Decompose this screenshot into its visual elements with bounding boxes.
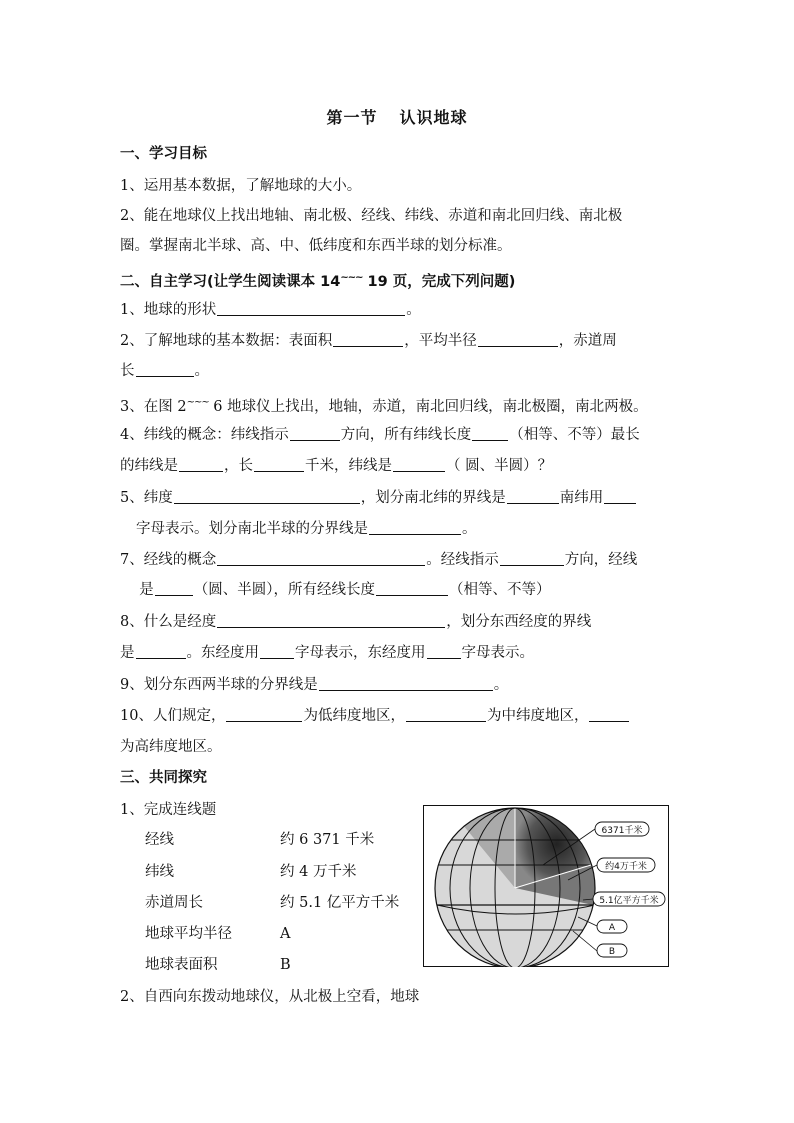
match-row: 地球平均半径 A (145, 926, 291, 942)
answer-blank[interactable] (369, 519, 461, 535)
answer-blank[interactable] (333, 331, 403, 347)
question-4: 4、纬线的概念：纬线指示 方向，所有纬线长度 （相等、不等）最长 (120, 427, 640, 443)
globe-label-circumference: 约4万千米 (605, 862, 647, 872)
globe-label-area: 5.1亿平方千米 (599, 896, 659, 906)
goal-2-cont: 圈。掌握南北半球、高、中、低纬度和东西半球的划分标准。 (120, 238, 512, 254)
question-7: 7、经线的概念 。经线指示 方向，经线 (120, 552, 638, 568)
title-part1: 第一节 (326, 108, 378, 127)
answer-blank[interactable] (155, 580, 193, 596)
answer-blank[interactable] (217, 550, 425, 566)
answer-blank[interactable] (604, 488, 636, 504)
answer-blank[interactable] (136, 361, 194, 377)
answer-blank[interactable] (174, 488, 360, 504)
explore-question-1: 1、完成连线题 (120, 802, 217, 818)
answer-blank[interactable] (136, 643, 186, 659)
question-2: 2、了解地球的基本数据：表面积 ，平均半径 ，赤道周 (120, 333, 617, 349)
explore-question-2: 2、自西向东拨动地球仪，从北极上空看，地球 (120, 989, 420, 1005)
answer-blank[interactable] (393, 456, 445, 472)
answer-blank[interactable] (507, 488, 559, 504)
goal-2: 2、能在地球仪上找出地轴、南北极、经线、纬线、赤道和南北回归线、南北极 (120, 208, 623, 224)
globe-figure (423, 805, 669, 967)
match-row: 赤道周长 约 5.1 亿平方千米 (145, 895, 400, 911)
answer-blank[interactable] (472, 425, 508, 441)
question-10-cont: 为高纬度地区。 (120, 739, 222, 755)
answer-blank[interactable] (260, 643, 294, 659)
question-2-cont: 长 。 (120, 363, 209, 379)
answer-blank[interactable] (217, 612, 445, 628)
page-title (0, 105, 794, 128)
question-8-cont: 是 。东经度用 字母表示，东经度用 字母表示。 (120, 645, 534, 661)
goal-1: 1、运用基本数据，了解地球的大小。 (120, 178, 362, 194)
question-10: 10、人们规定， 为低纬度地区， 为中纬度地区， (120, 706, 630, 726)
answer-blank[interactable] (319, 675, 493, 691)
answer-blank[interactable] (589, 706, 629, 722)
question-9: 9、划分东西两半球的分界线是 。 (120, 677, 509, 693)
question-7-cont: 是 （圆、半圆），所有经线长度 （相等、不等） (139, 582, 551, 598)
question-4-cont: 的纬线是 ，长 千米，纬线是 （ 圆、半圆）？ (120, 458, 553, 474)
question-3: 3、在图 2~~~ 6 地球仪上找出，地轴，赤道，南北回归线，南北极圈，南北两极。 (120, 397, 648, 415)
match-row: 经线 约 6 371 千米 (145, 832, 375, 848)
section3-heading: 三、共同探究 (120, 770, 207, 786)
answer-blank[interactable] (217, 300, 405, 316)
answer-blank[interactable] (290, 425, 340, 441)
answer-blank[interactable] (376, 580, 448, 596)
match-row: 地球表面积 B (145, 957, 291, 973)
answer-blank[interactable] (500, 550, 564, 566)
question-5: 5、纬度 ，划分南北纬的界线是 南纬用 (120, 488, 637, 508)
answer-blank[interactable] (478, 331, 558, 347)
globe-label-radius: 6371千米 (601, 826, 643, 836)
section2-heading: 二、自主学习(让学生阅读课本 14~~~ 19 页，完成下列问题) (120, 272, 516, 290)
question-8: 8、什么是经度 ，划分东西经度的界线 (120, 614, 592, 630)
globe-label-a: A (608, 923, 616, 933)
answer-blank[interactable] (406, 706, 486, 722)
answer-blank[interactable] (427, 643, 461, 659)
answer-blank[interactable] (179, 456, 223, 472)
answer-blank[interactable] (226, 706, 302, 722)
title-part2: 认识地球 (399, 108, 468, 127)
section1-heading: 一、学习目标 (120, 146, 207, 162)
question-1: 1、地球的形状 。 (120, 302, 421, 318)
answer-blank[interactable] (254, 456, 304, 472)
match-row: 纬线 约 4 万千米 (145, 864, 357, 880)
globe-label-b: B (608, 947, 616, 957)
question-5-cont: 字母表示。划分南北半球的分界线是 。 (136, 521, 477, 537)
